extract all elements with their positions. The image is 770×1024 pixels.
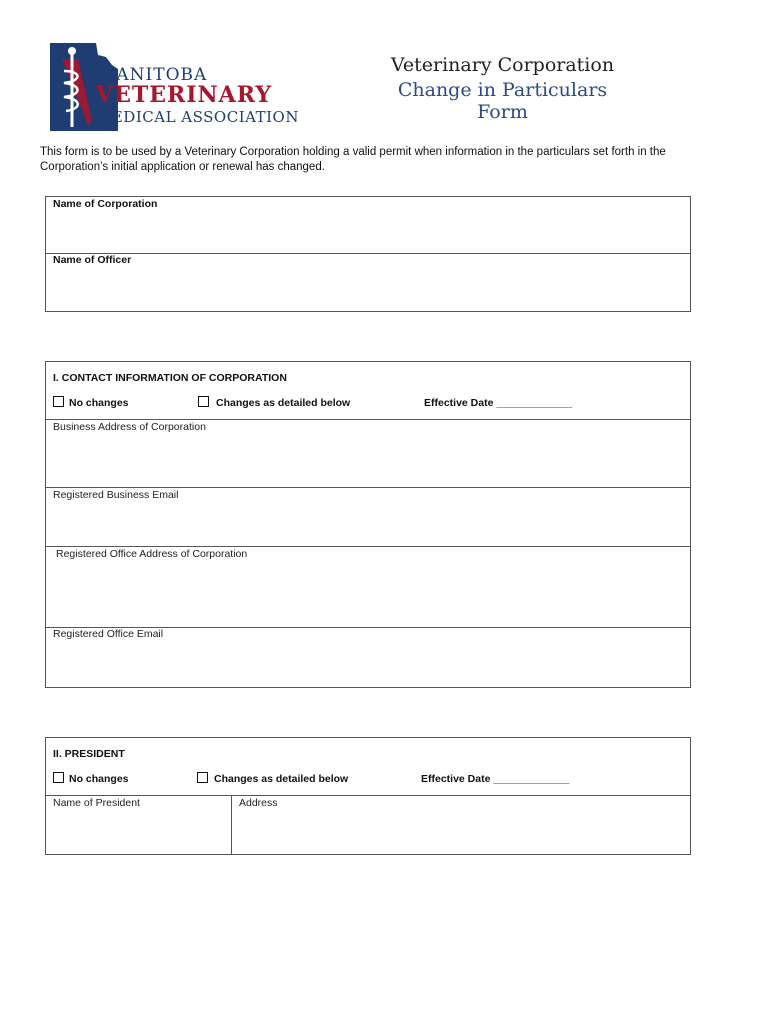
- section1-no-changes-label: No changes: [69, 397, 129, 409]
- section1-changes-checkbox[interactable]: [198, 396, 209, 407]
- name-of-corporation-label: Name of Corporation: [53, 198, 158, 210]
- divider: [45, 546, 690, 547]
- section2-no-changes-checkbox[interactable]: [53, 772, 64, 783]
- divider: [45, 487, 690, 488]
- office-address-field[interactable]: [46, 562, 688, 625]
- divider: [45, 419, 690, 420]
- mvma-logo: [40, 38, 299, 138]
- section1-effective-date[interactable]: Effective Date _____________: [424, 397, 573, 409]
- divider: [45, 253, 690, 254]
- business-address-label: Business Address of Corporation: [53, 421, 206, 433]
- name-of-corporation-field[interactable]: [46, 212, 688, 252]
- logo-text-veterinary: VETERINARY: [96, 82, 273, 108]
- name-of-officer-label: Name of Officer: [53, 254, 132, 266]
- president-address-label: Address: [239, 797, 278, 809]
- business-email-field[interactable]: [46, 503, 688, 545]
- section2-heading: II. PRESIDENT: [53, 748, 125, 760]
- section2-changes-checkbox[interactable]: [197, 772, 208, 783]
- name-of-president-label: Name of President: [53, 797, 140, 809]
- office-address-label: Registered Office Address of Corporation: [56, 548, 248, 560]
- name-of-president-field[interactable]: [46, 811, 230, 852]
- business-address-field[interactable]: [46, 435, 688, 486]
- divider: [45, 795, 690, 796]
- logo-text-medical-association: MEDICAL ASSOCIATION: [96, 108, 299, 126]
- name-of-officer-field[interactable]: [46, 268, 688, 309]
- section1-changes-label: Changes as detailed below: [216, 397, 351, 409]
- intro-text: This form is to be used by a Veterinary Corporation holding a valid permit when information in the particulars set forth in the Corporation’s initial application or renewal has changed.: [40, 146, 666, 173]
- divider: [231, 795, 232, 854]
- section1-heading: I. CONTACT INFORMATION OF CORPORATION: [53, 372, 287, 384]
- section2-changes-label: Changes as detailed below: [214, 773, 349, 785]
- section2-effective-date[interactable]: Effective Date _____________: [421, 773, 570, 785]
- president-address-field[interactable]: [233, 811, 688, 852]
- form-title: Veterinary Corporation: [390, 54, 615, 76]
- section2-no-changes-label: No changes: [69, 773, 129, 785]
- form-subtitle: Change in Particulars Form: [397, 79, 608, 123]
- logo-text-manitoba: MANITOBA: [98, 65, 208, 85]
- office-email-label: Registered Office Email: [53, 628, 164, 640]
- section1-no-changes-checkbox[interactable]: [53, 396, 64, 407]
- business-email-label: Registered Business Email: [53, 489, 179, 501]
- office-email-field[interactable]: [46, 642, 688, 684]
